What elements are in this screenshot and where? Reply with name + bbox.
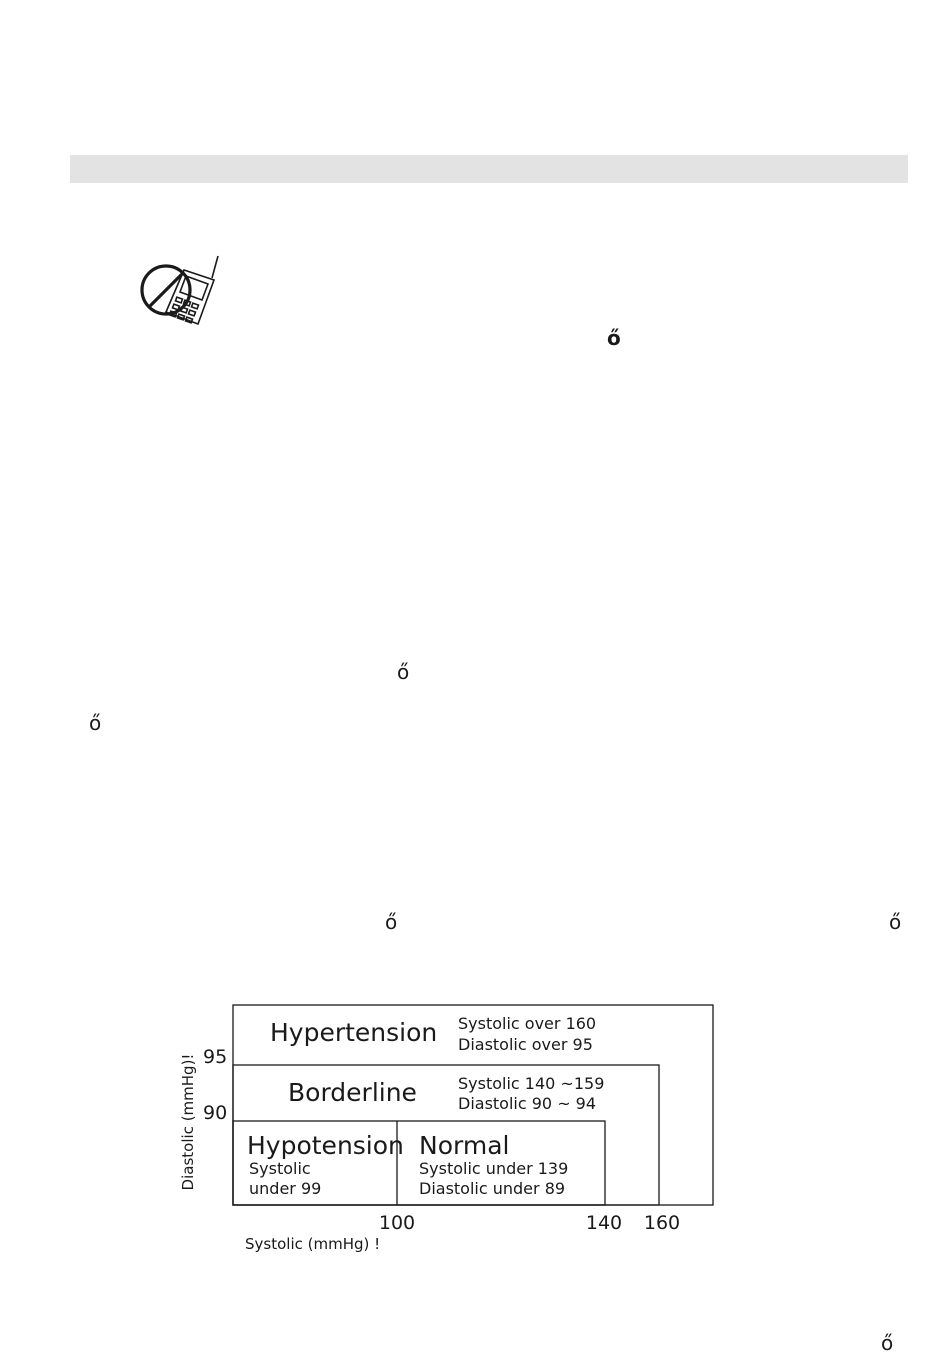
accent-glyph: ő xyxy=(397,660,410,684)
region-line2-hypotension: under 99 xyxy=(249,1179,322,1198)
region-title-borderline: Borderline xyxy=(288,1078,417,1107)
x-tick-160: 160 xyxy=(643,1212,681,1234)
accent-glyph: ő xyxy=(607,326,621,350)
accent-glyph: ő xyxy=(881,1331,894,1355)
x-axis-label: Systolic (mmHg) ! xyxy=(245,1235,381,1253)
blood-pressure-chart xyxy=(170,995,730,1265)
section-header-band xyxy=(70,155,908,183)
region-line1-borderline: Systolic 140 ~159 xyxy=(458,1074,605,1093)
region-line1-hypertension: Systolic over 160 xyxy=(458,1014,597,1033)
y-axis-label: Diastolic (mmHg)! xyxy=(179,1053,197,1191)
no-mobile-phone-icon xyxy=(136,250,222,332)
region-line1-normal: Systolic under 139 xyxy=(419,1159,569,1178)
region-title-normal: Normal xyxy=(419,1131,510,1160)
y-tick-95: 95 xyxy=(203,1046,228,1068)
x-tick-140: 140 xyxy=(585,1212,623,1234)
x-tick-100: 100 xyxy=(378,1212,416,1234)
accent-glyph: ő xyxy=(385,910,398,934)
accent-glyph: ő xyxy=(889,910,902,934)
region-line2-normal: Diastolic under 89 xyxy=(419,1179,566,1198)
y-tick-90: 90 xyxy=(203,1102,228,1124)
region-title-hypertension: Hypertension xyxy=(270,1018,438,1047)
accent-glyph: ő xyxy=(89,711,102,735)
region-line1-hypotension: Systolic xyxy=(249,1159,311,1178)
region-line2-hypertension: Diastolic over 95 xyxy=(458,1035,593,1054)
region-line2-borderline: Diastolic 90 ~ 94 xyxy=(458,1094,597,1113)
region-title-hypotension: Hypotension xyxy=(247,1131,404,1160)
